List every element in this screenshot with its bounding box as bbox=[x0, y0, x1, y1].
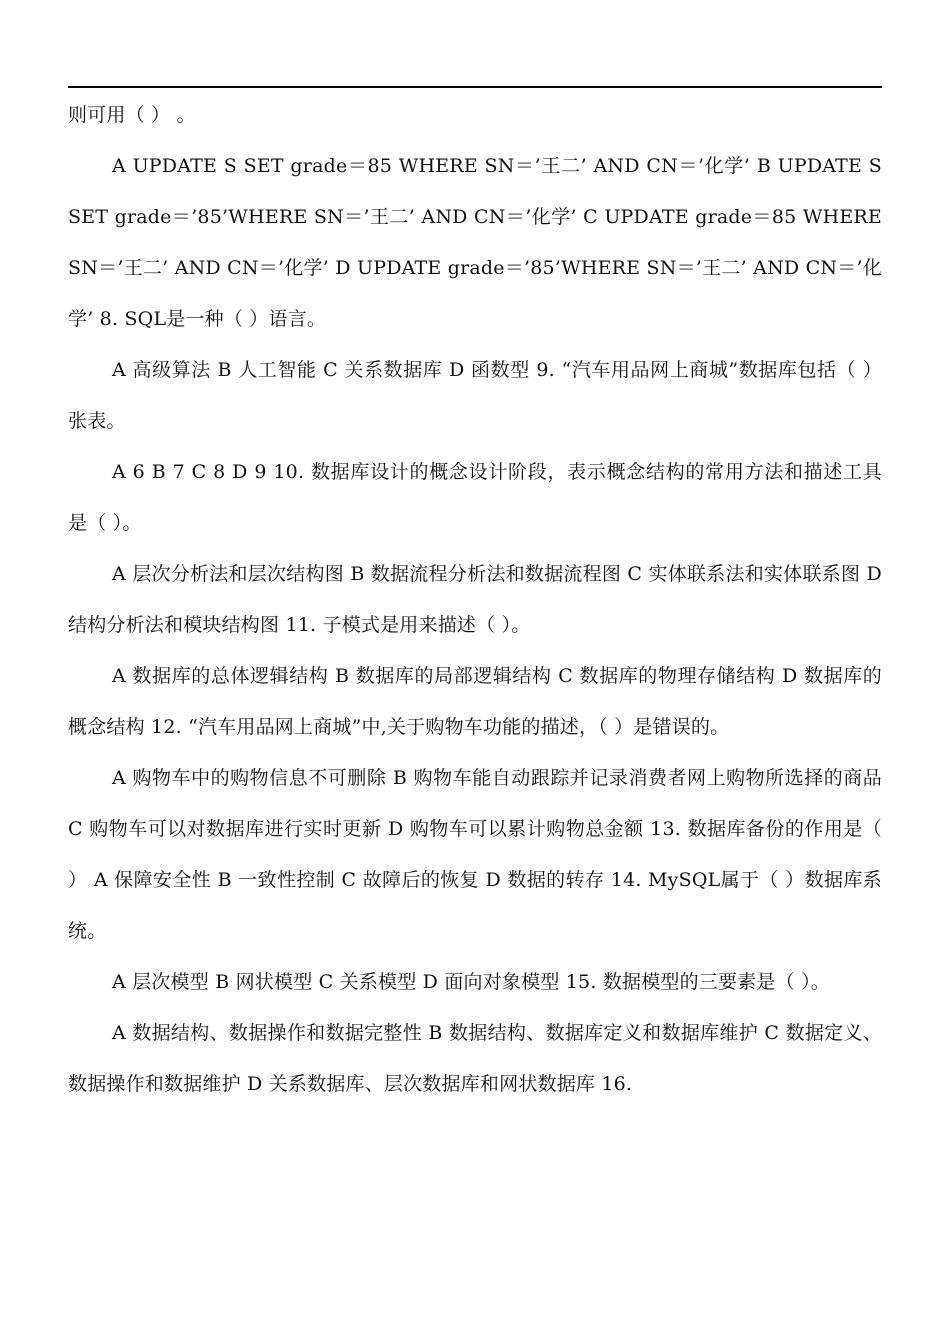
paragraph-q11-options: A 数据库的总体逻辑结构 B 数据库的局部逻辑结构 C 数据库的物理存储结构 D 数据库的概念结构 12. “汽车用品网上商城”中,关于购物车功能的描述，（ ）是错误的。 bbox=[68, 665, 882, 738]
paragraph-q9-options: A 6 B 7 C 8 D 9 10. 数据库设计的概念设计阶段，表示概念结构的常用方法和描述工具是（ ）。 bbox=[68, 461, 882, 534]
paragraph-q15-options: A 数据结构、数据操作和数据完整性 B 数据结构、数据库定义和数据库维护 C 数据定义、数据操作和数据维护 D 关系数据库、层次数据库和网状数据库 16. bbox=[68, 1022, 882, 1095]
paragraph-q8-options: A 高级算法 B 人工智能 C 关系数据库 D 函数型 9. “汽车用品网上商城”数据库包括（ ）张表。 bbox=[68, 359, 882, 432]
paragraph-q7-options: A UPDATE S SET grade＝85 WHERE SN＝’王二’ AND CN＝’化学’ B UPDATE S SET grade＝’85’WHERE SN＝’王二’ AND CN＝’化学’ C UPDATE grade＝85 WHERE SN＝’王二’ AND CN＝’化学’ D UPDATE grade＝’85’WHERE SN＝’王二’ AND CN＝’化学’ 8. SQL是一种（ ）语言。 bbox=[68, 155, 882, 330]
paragraph-q12-options: A 购物车中的购物信息不可删除 B 购物车能自动跟踪并记录消费者网上购物所选择的商品 C 购物车可以对数据库进行实时更新 D 购物车可以累计购物总金额 13. 数据库备份的作用是（ ） A 保障安全性 B 一致性控制 C 故障后的恢复 D 数据的转存 14. MySQL属于（ ）数据库系统。 bbox=[68, 767, 882, 942]
paragraph-continuation: 则可用（ ） 。 bbox=[68, 104, 196, 126]
paragraph-q14-options: A 层次模型 B 网状模型 C 关系模型 D 面向对象模型 15. 数据模型的三要素是（ ）。 bbox=[112, 971, 830, 993]
paragraph-q10-options: A 层次分析法和层次结构图 B 数据流程分析法和数据流程图 C 实体联系法和实体联系图 D 结构分析法和模块结构图 11. 子模式是用来描述（ ）。 bbox=[68, 563, 882, 636]
document-body bbox=[68, 90, 882, 1110]
header-rule bbox=[68, 86, 882, 88]
